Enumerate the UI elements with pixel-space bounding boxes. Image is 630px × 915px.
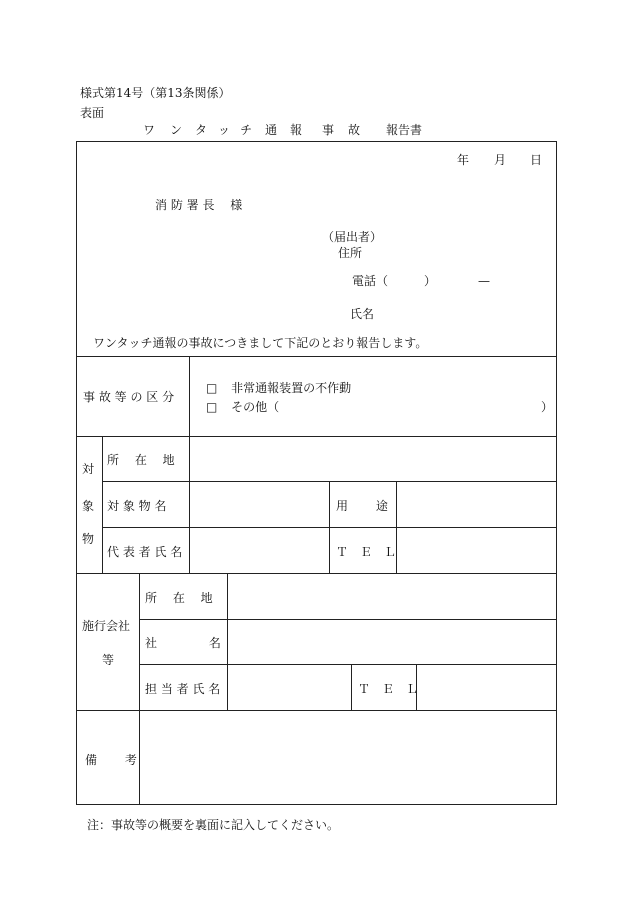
close-paren: ） [541,400,554,414]
address-label: 住所 [338,246,363,260]
divider [139,664,557,665]
option-row [206,398,279,415]
title-char: 通 [265,123,278,137]
checkbox[interactable]: □ [206,381,218,395]
name-label: 氏名 [350,307,375,321]
report-form-frame [76,141,557,805]
option-text: その他（ [231,400,280,414]
target-location-label: 所 在 地 [107,453,175,467]
divider [76,573,557,574]
company-name-label: 社 名 [145,636,221,650]
target-usage-label: 用 途 [336,499,388,513]
person-in-charge-label: 担 当 者 氏 名 [145,682,221,696]
target-group-label-char: 対 [82,462,95,476]
addressee-label: 消 防 署 長 様 [155,198,243,212]
title-char: ッ [218,123,231,137]
reporter-label: （届出者） [322,230,383,244]
divider [227,573,228,710]
divider [76,356,557,357]
target-tel-label: Ｔ Ｅ Ｌ [336,545,397,559]
divider [189,356,190,436]
intro-text: ワンタッチ通報の事故につきまして下記のとおり報告します。 [93,336,428,350]
divider [76,710,557,711]
divider [139,573,140,805]
target-group-label-char: 象 [82,499,95,513]
target-name-label: 対 象 物 名 [107,499,167,513]
form-number: 様式第14号（第13条関係） [80,86,231,100]
checkbox[interactable]: □ [206,400,218,414]
title-char: ン [170,123,183,137]
option-text: 非常通報装置の不作動 [231,381,352,395]
title-char: 報 [290,123,303,137]
option-row [206,379,351,396]
divider [351,664,352,710]
date-day-label: 日 [530,153,543,167]
representative-label: 代 表 者 氏 名 [107,545,183,559]
title-char: 報告書 [386,123,423,137]
form-title [0,121,630,137]
divider [139,619,557,620]
classification-label: 事 故 等 の 区 分 [83,390,175,404]
divider [396,481,397,573]
contractor-location-label: 所 在 地 [145,591,213,605]
phone-label: 電話（ ） — [352,274,491,288]
remarks-label: 備 考 [85,753,137,767]
contractor-tel-label: Ｔ Ｅ Ｌ [358,682,419,696]
target-group-label-char: 物 [82,532,95,546]
title-char: 事 [322,123,335,137]
title-char: タ [195,123,208,137]
date-year-label: 年 [457,153,470,167]
title-char: チ [240,123,253,137]
title-char: 故 [348,123,361,137]
divider [76,436,557,437]
contractor-group-label: 施行会社 [82,619,131,633]
divider [102,436,103,573]
divider [189,436,190,573]
contractor-group-label-suffix: 等 [102,653,115,667]
divider [329,481,330,573]
footnote: 注：事故等の概要を裏面に記入してください。 [87,818,340,832]
date-month-label: 月 [494,153,507,167]
face-label: 表面 [80,106,105,120]
title-char: ワ [143,123,156,137]
